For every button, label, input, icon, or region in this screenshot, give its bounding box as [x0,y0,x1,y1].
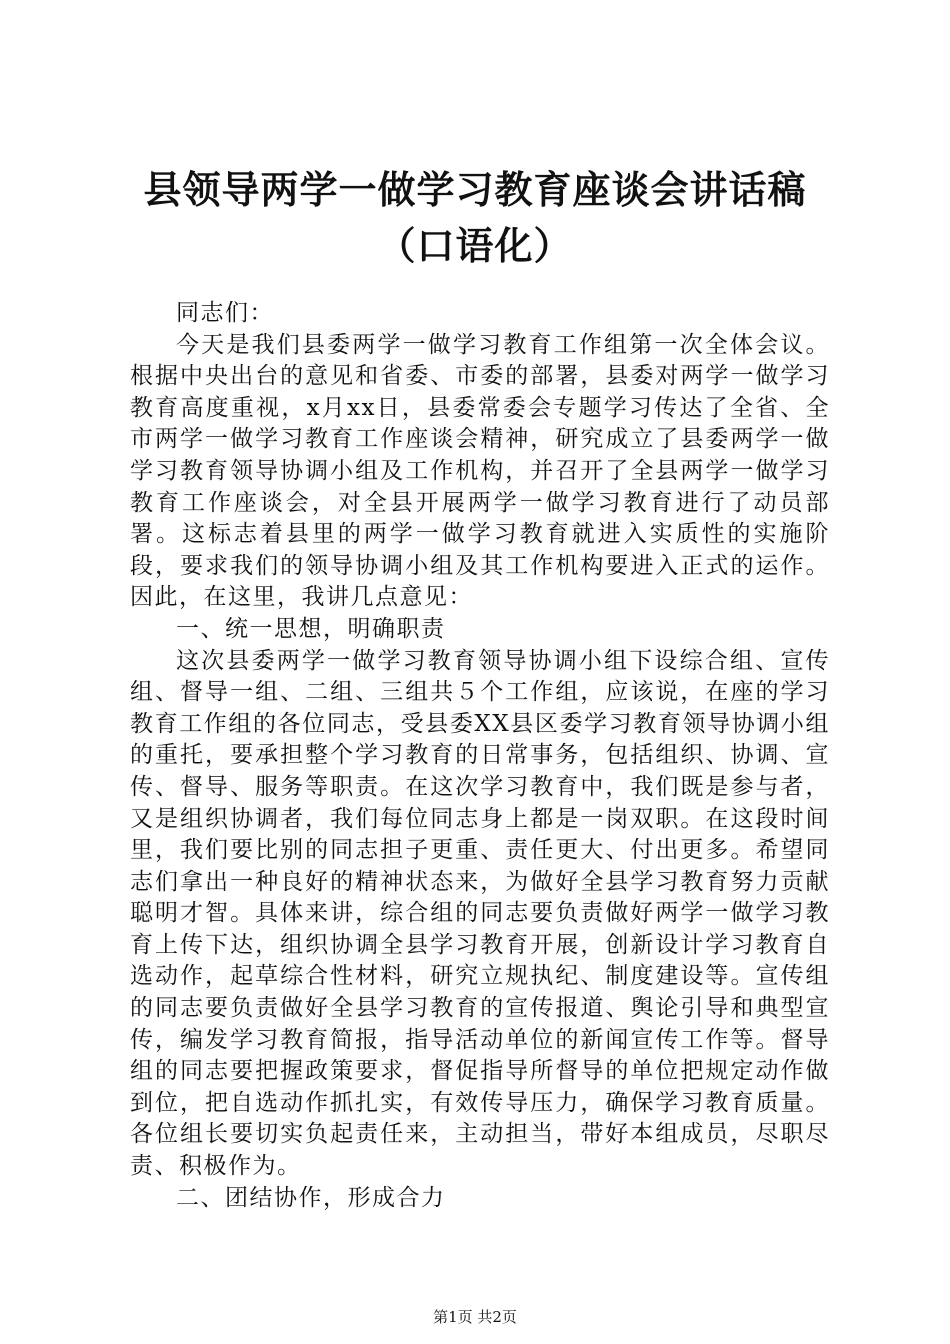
paragraph: 今天是我们县委两学一做学习教育工作组第一次全体会议。根据中央出台的意见和省委、市委的部署，县委对两学一做学习教育高度重视，x月xx日，县委常委会专题学习传达了全省、全市两学一做学习教育工作座谈会精神，研究成立了县委两学一做学习教育领导协调小组及工作机构，并召开了全县两学一做学习教育工作座谈会，对全县开展两学一做学习教育进行了动员部署。这标志着县里的两学一做学习教育就进入实质性的实施阶段，要求我们的领导协调小组及其工作机构要进入正式的运作。因此，在这里，我讲几点意见： [130,331,830,611]
page-footer: 第1页 共2页 [433,1308,517,1326]
document-title: 县领导两学一做学习教育座谈会讲话稿（口语化） [143,167,807,268]
document-body [130,298,830,1214]
salutation: 同志们： [176,300,274,326]
section-heading: 二、团结协作，形成合力 [176,1184,446,1211]
paragraph: 这次县委两学一做学习教育领导协调小组下设综合组、宣传组、督导一组、二组、三组共５个工作组，应该说，在座的学习教育工作组的各位同志，受县委XX县区委学习教育领导协调小组的重托，要承担整个学习教育的日常事务，包括组织、协调、宣传、督导、服务等职责。在这次学习教育中，我们既是参与者，又是组织协调者，我们每位同志身上都是一岗双职。在这段时间里，我们要比别的同志担子更重、责任更大、付出更多。希望同志们拿出一种良好的精神状态来，为做好全县学习教育努力贡献聪明才智。具体来讲，综合组的同志要负责做好两学一做学习教育上传下达，组织协调全县学习教育开展，创新设计学习教育自选动作，起草综合性材料，研究立规执纪、制度建设等。宣传组的同志要负责做好全县学习教育的宣传报道、舆论引导和典型宣传，编发学习教育简报，指导活动单位的新闻宣传工作等。督导组的同志要把握政策要求，督促指导所督导的单位把规定动作做到位，把自选动作抓扎实，有效传导压力，确保学习教育质量。各位组长要切实负起责任来，主动担当，带好本组成员，尽职尽责、积极作为。 [130,647,830,1180]
section-heading: 一、统一思想，明确职责 [176,615,446,642]
